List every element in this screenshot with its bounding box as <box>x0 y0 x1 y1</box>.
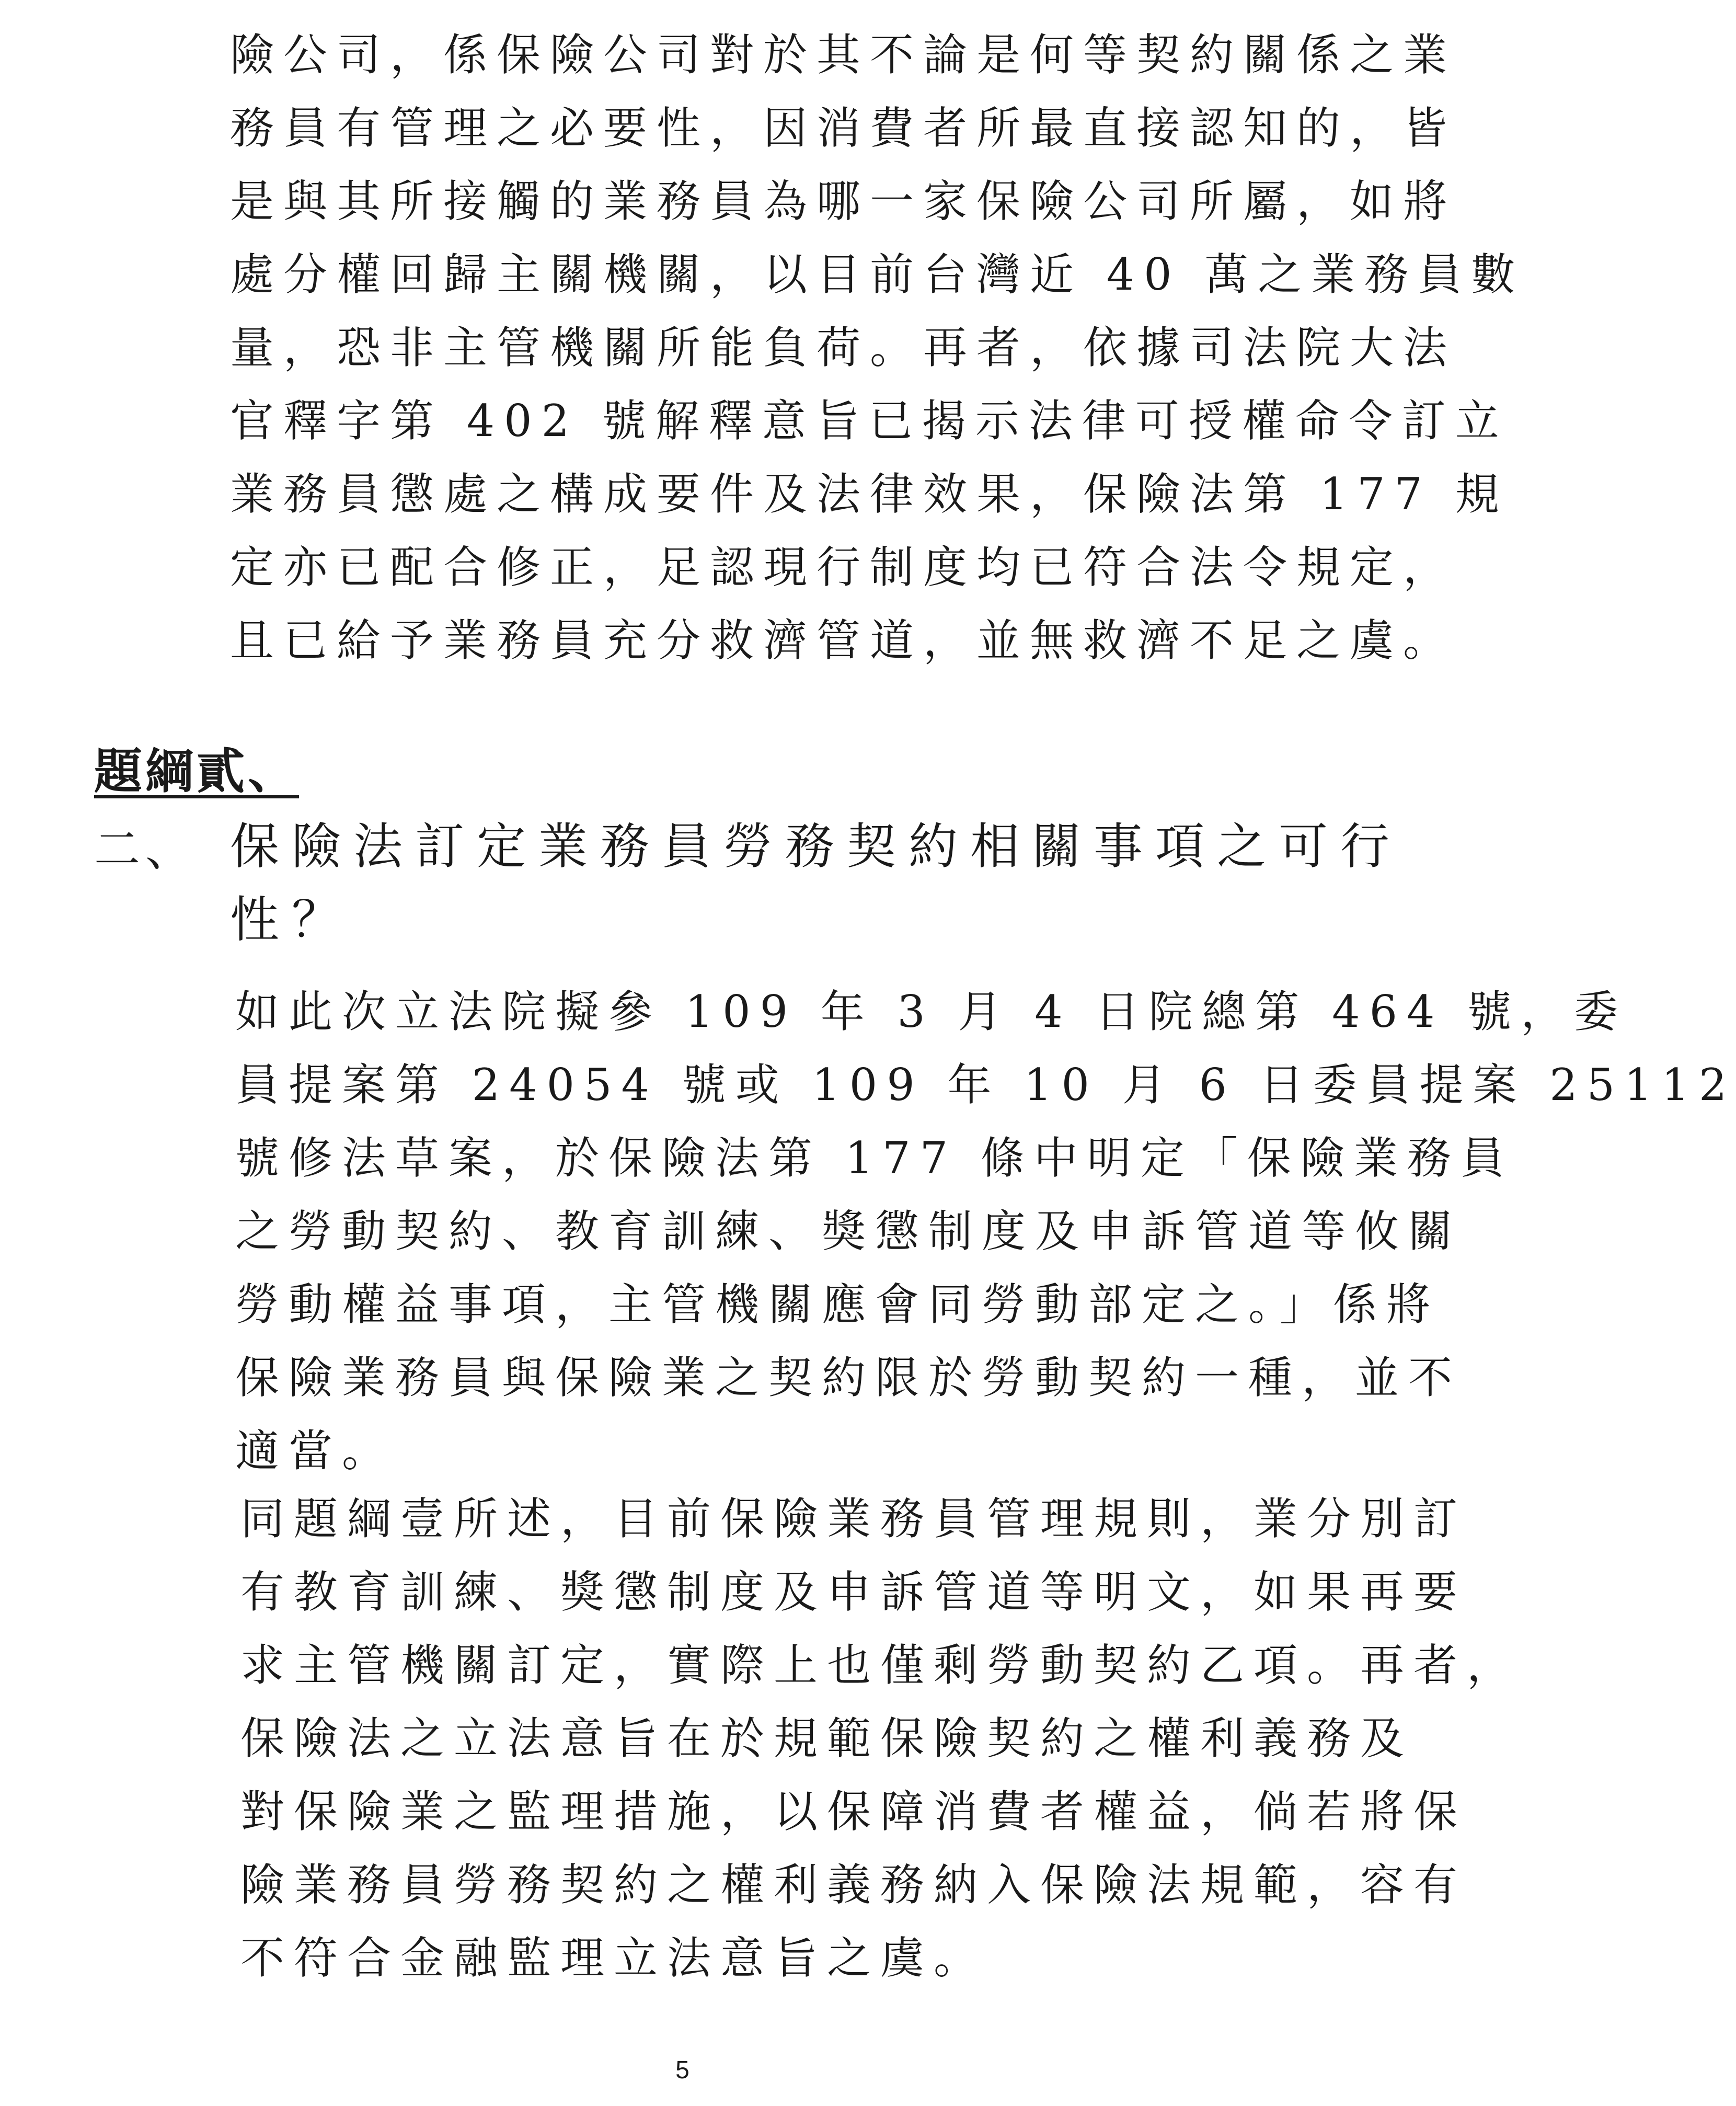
paragraph-line: 適當。 <box>235 1425 396 1477</box>
paragraph-line: 對保險業之監理措施，以保障消費者權益，倘若將保 <box>240 1786 1467 1837</box>
question-number: 二、 <box>94 822 197 876</box>
paragraph-line: 險業務員勞務契約之權利義務納入保險法規範，容有 <box>240 1859 1467 1910</box>
paragraph-line: 量，恐非主管機關所能負荷。再者，依據司法院大法 <box>230 322 1457 373</box>
paragraph-line: 保險法之立法意旨在於規範保險契約之權利義務及 <box>240 1713 1414 1764</box>
paragraph-line: 勞動權益事項，主管機關應會同勞動部定之。」係將 <box>235 1279 1440 1330</box>
paragraph-line: 之勞動契約、教育訓練、獎懲制度及申訴管道等攸關 <box>235 1206 1462 1257</box>
paragraph-line: 有教育訓練、獎懲制度及申訴管道等明文，如果再要 <box>240 1566 1467 1618</box>
paragraph-line: 定亦已配合修正，足認現行制度均已符合法令規定， <box>230 542 1457 593</box>
paragraph-line: 險公司，係保險公司對於其不論是何等契約關係之業 <box>230 29 1457 81</box>
paragraph-line: 處分權回歸主關機關，以目前台灣近 40 萬之業務員數 <box>230 249 1525 300</box>
paragraph-line: 務員有管理之必要性，因消費者所最直接認知的，皆 <box>230 102 1457 154</box>
paragraph-line: 號修法草案，於保險法第 177 條中明定「保險業務員 <box>235 1132 1514 1184</box>
paragraph-line: 員提案第 24054 號或 109 年 10 月 6 日委員提案 25112 <box>235 1059 1736 1111</box>
question-title-line: 性？ <box>230 891 354 948</box>
paragraph-line: 同題綱壹所述，目前保險業務員管理規則，業分別訂 <box>240 1493 1467 1544</box>
page-number: 5 <box>675 2056 689 2084</box>
paragraph-line: 官釋字第 402 號解釋意旨已揭示法律可授權命令訂立 <box>230 395 1509 447</box>
paragraph-line: 且已給予業務員充分救濟管道，並無救濟不足之虞。 <box>230 615 1457 666</box>
section-label: 題綱貳、 <box>94 743 300 799</box>
paragraph-line: 業務員懲處之構成要件及法律效果，保險法第 177 規 <box>230 468 1509 520</box>
paragraph-line: 是與其所接觸的業務員為哪一家保險公司所屬，如將 <box>230 176 1457 227</box>
paragraph-line: 如此次立法院擬參 109 年 3 月 4 日院總第 464 號，委 <box>235 986 1628 1037</box>
question-title-line: 保險法訂定業務員勞務契約相關事項之可行 <box>230 818 1402 875</box>
paragraph-line: 不符合金融監理立法意旨之虞。 <box>240 1932 987 1984</box>
paragraph-line: 求主管機關訂定，實際上也僅剩勞動契約乙項。再者， <box>240 1640 1521 1691</box>
paragraph-line: 保險業務員與保險業之契約限於勞動契約一種，並不 <box>235 1352 1462 1403</box>
